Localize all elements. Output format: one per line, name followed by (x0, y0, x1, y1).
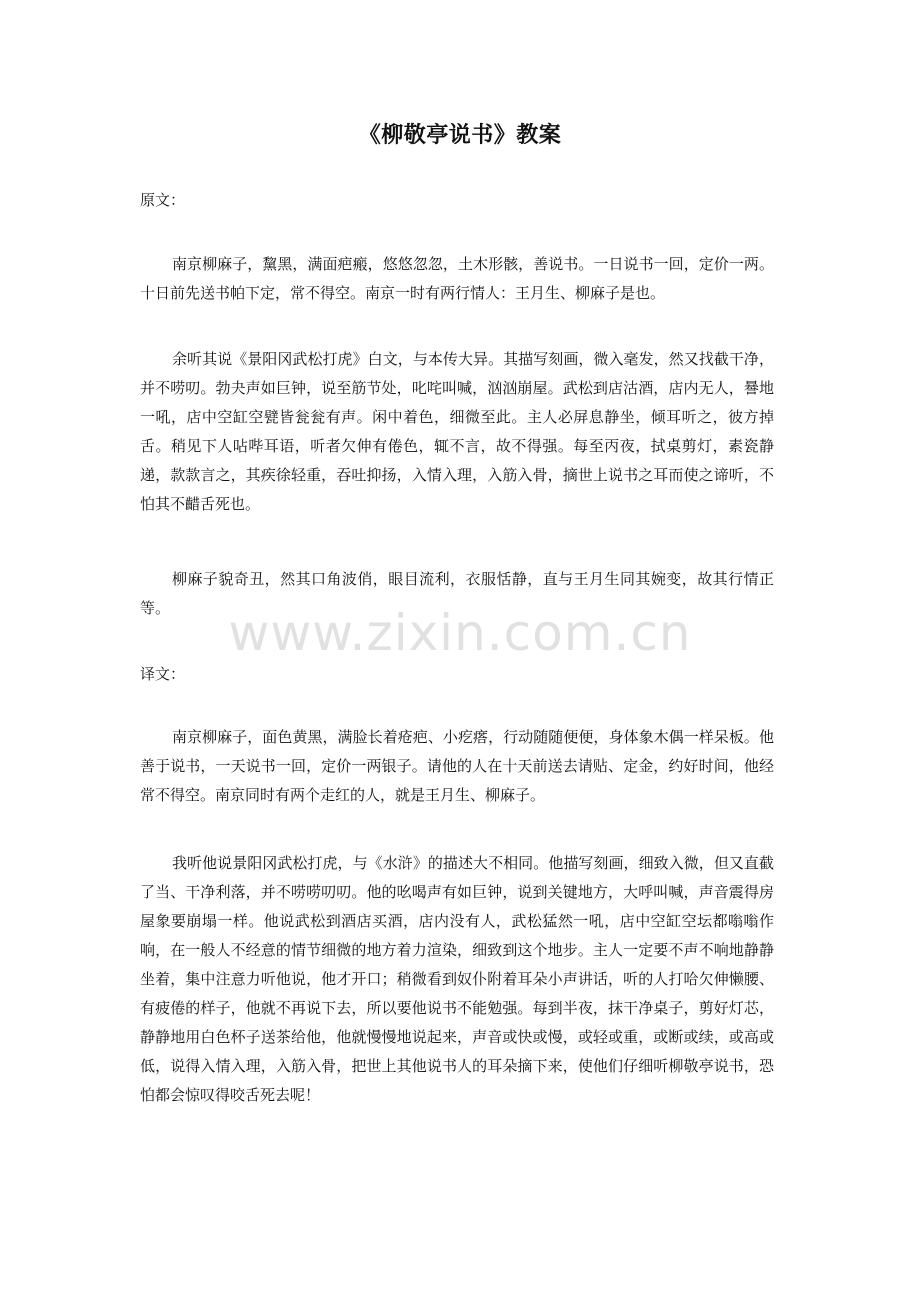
translation-paragraph-2: 我听他说景阳冈武松打虎，与《水浒》的描述大不相同。他描写刻画，细致入微，但又直截了当、干净利落，并不唠唠叨叨。他的吆喝声有如巨钟，说到关键地方，大呼叫喊，声音震得房屋象要崩塌一样。他说武松到酒店买酒，店内没有人，武松猛然一吼，店中空缸空坛都嗡嗡作响，在一般人不经意的情节细微的地方着力渲染，细致到这个地步。主人一定要不声不响地静静坐着，集中注意力听他说，他才开口；稍微看到奴仆附着耳朵小声讲话，听的人打哈欠伸懒腰、有疲倦的样子，他就不再说下去，所以要他说书不能勉强。每到半夜，抹干净桌子，剪好灯芯，静静地用白色杯子送茶给他，他就慢慢地说起来，声音或快或慢，或轻或重，或断或续，或高或低，说得入情入理，入筋入骨，把世上其他说书人的耳朵摘下来，使他们仔细听柳敬亭说书，恐怕都会惊叹得咬舌死去呢！ (140, 854, 774, 1104)
document-title: 《柳敬亭说书》教案 (358, 123, 562, 148)
original-paragraph-1: 南京柳麻子，黧黑，满面疤瘢，悠悠忽忽，土木形骸，善说书。一日说书一回，定价一两。十日前先送书帕下定，常不得空。南京一时有两行情人：王月生、柳麻子是也。 (140, 255, 774, 302)
original-text-label: 原文： (140, 191, 186, 209)
watermark: www.zixin.com.cn (228, 604, 692, 662)
original-paragraph-3: 柳麻子貌奇丑，然其口角波俏，眼目流利，衣服恬静，直与王月生同其婉变，故其行情正等。 (140, 570, 774, 617)
translation-label: 译文： (140, 665, 186, 683)
original-paragraph-2: 余听其说《景阳冈武松打虎》白文，与本传大异。其描写刻画，微入毫发，然又找截干净，并不唠叨。勃夬声如巨钟，说至筋节处，叱咤叫喊，汹汹崩屋。武松到店沽酒，店内无人，謈地一吼，店中空缸空甓皆瓮瓮有声。闲中着色，细微至此。主人必屏息静坐，倾耳听之，彼方掉舌。稍见下人呫哔耳语，听者欠伸有倦色，辄不言，故不得强。每至丙夜，拭桌剪灯，素瓷静递，款款言之，其疾徐轻重，吞吐抑扬，入情入理，入筋入骨，摘世上说书之耳而使之谛听，不怕其不齰舌死也。 (140, 350, 774, 513)
translation-paragraph-1: 南京柳麻子，面色黄黑，满脸长着疮疤、小疙瘩，行动随随便便，身体象木偶一样呆板。他善于说书，一天说书一回，定价一两银子。请他的人在十天前送去请贴、定金，约好时间，他经常不得空。南京同时有两个走红的人，就是王月生、柳麻子。 (140, 728, 774, 804)
